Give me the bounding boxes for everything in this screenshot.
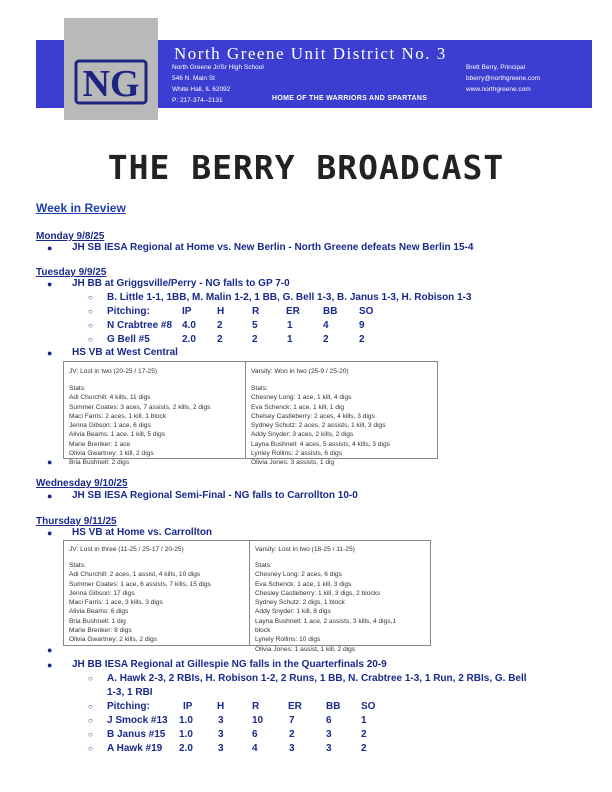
varsity-stat-line: Chelsey Castleberry: 2 aces, 4 kills, 3 digs bbox=[251, 412, 375, 420]
pitch-so: 9 bbox=[359, 320, 365, 331]
jv-stat-line: Alivia Beams: 6 digs bbox=[69, 608, 129, 616]
bullet-icon: ● bbox=[47, 243, 53, 253]
tagline: HOME OF THE WARRIORS AND SPARTANS bbox=[272, 95, 428, 102]
logo-text: NG bbox=[82, 63, 140, 105]
circle-bullet-icon: ○ bbox=[88, 307, 93, 316]
jv-stat-line: Summer Coates: 3 aces, 7 assists, 2 kills, 2 digs bbox=[69, 403, 211, 411]
varsity-stat-line: Olivia Jones: 1 assist, 1 kill, 2 digs bbox=[255, 645, 356, 653]
pitch-header-ip: IP bbox=[183, 701, 193, 712]
pitch-bb: 4 bbox=[323, 320, 329, 331]
circle-bullet-icon: ○ bbox=[88, 702, 93, 711]
jv-stat-line: Jenna Gibson: 1 ace, 6 digs bbox=[69, 422, 151, 430]
varsity-stat-line: Chesney Long: 1 ace, 1 kill, 4 digs bbox=[251, 394, 352, 402]
pitch-header-h: H bbox=[217, 701, 225, 712]
varsity-stat-line: Chesley Castleberry: 1 kill, 3 digs, 2 blocks bbox=[255, 589, 381, 597]
jv-stat-line: Maci Farris: 2 aces, 1 kill, 1 block bbox=[69, 412, 167, 420]
pitch-bb: 3 bbox=[326, 729, 332, 740]
newsletter-title: THE BERRY BROADCAST bbox=[107, 148, 505, 187]
pitch-h: 3 bbox=[218, 729, 224, 740]
pitch-er: 1 bbox=[287, 334, 293, 345]
pitch-label: Pitching: bbox=[107, 306, 150, 317]
thursday-vb-stats-box bbox=[63, 540, 431, 653]
pitch-bb: 2 bbox=[323, 334, 329, 345]
wednesday-item: JH SB IESA Regional Semi-Final - NG falls to Carrollton 10-0 bbox=[72, 490, 358, 501]
jv-stat-line: Olivia Gwartney: 2 kills, 2 digs bbox=[69, 636, 157, 644]
pitch-h: 3 bbox=[218, 743, 224, 754]
varsity-result: Varsity: Won in two (25-9 / 25-20) bbox=[251, 368, 349, 375]
circle-bullet-icon: ○ bbox=[88, 293, 93, 302]
varsity-stat-line: Chesney Long: 2 aces, 6 digs bbox=[255, 571, 342, 579]
jv-result: JV: Lost in three (11-25 / 25-17 / 20-25) bbox=[69, 546, 184, 553]
email-link[interactable]: bberry@northgreene.com bbox=[466, 75, 541, 82]
bullet-icon: ● bbox=[47, 528, 53, 538]
varsity-stat-line: Addy Snyder: 3 aces, 2 kills, 2 digs bbox=[251, 431, 354, 439]
district-logo bbox=[64, 18, 158, 120]
varsity-stat-line: Eva Schenck: 1 ace, 1 kill, 1 dig bbox=[251, 403, 345, 411]
pitch-er: 2 bbox=[289, 729, 295, 740]
varsity-stat-line: Layna Bushnell: 4 aces, 5 assists, 4 kills, 3 digs bbox=[251, 440, 390, 448]
circle-bullet-icon: ○ bbox=[88, 730, 93, 739]
circle-bullet-icon: ○ bbox=[88, 321, 93, 330]
jv-result: JV: Lost in two (20-25 / 17-25) bbox=[69, 368, 158, 375]
thursday-date: Thursday 9/11/25 bbox=[36, 516, 117, 527]
pitch-er: 3 bbox=[289, 743, 295, 754]
pitch-header-ip: IP bbox=[182, 306, 192, 317]
thursday-vb: HS VB at Home vs. Carrollton bbox=[72, 527, 213, 538]
tuesday-vb-stats-box bbox=[63, 361, 438, 467]
pitch-h: 2 bbox=[217, 320, 223, 331]
pitch-bb: 3 bbox=[326, 743, 332, 754]
pitch-r: 10 bbox=[252, 715, 264, 726]
pitch-header-h: H bbox=[217, 306, 225, 317]
jv-stat-line: Jenna Gibson: 17 digs bbox=[69, 589, 135, 597]
thursday-hitting-line1: A. Hawk 2-3, 2 RBIs, H. Robison 1-2, 2 Runs, 1 BB, N. Crabtree 1-3, 1 Run, 2 RBIs, G. Bell bbox=[107, 673, 527, 684]
jv-stat-line: Bria Bushnell: 2 digs bbox=[69, 459, 130, 467]
jv-stats-label: Stats: bbox=[69, 385, 86, 392]
pitcher-name: N Crabtree #8 bbox=[107, 320, 173, 331]
website-link[interactable]: www.northgreene.com bbox=[466, 86, 531, 93]
varsity-stat-line: block bbox=[255, 627, 271, 635]
jv-stat-line: Bria Bushnell: 1 dig bbox=[69, 617, 126, 625]
pitch-so: 2 bbox=[359, 334, 365, 345]
circle-bullet-icon: ○ bbox=[88, 716, 93, 725]
address-line2: White Hall, IL 62092 bbox=[172, 86, 231, 93]
thursday-game: JH BB IESA Regional at Gillespie NG falls in the Quarterfinals 20-9 bbox=[72, 659, 387, 670]
bullet-icon: ● bbox=[47, 660, 53, 670]
jv-stat-line: Adi Churchill: 2 aces, 1 assist, 4 kills, 10 digs bbox=[69, 571, 201, 579]
pitch-r: 6 bbox=[252, 729, 258, 740]
pitch-ip: 2.0 bbox=[182, 334, 196, 345]
jv-stat-line: Alivia Beams: 1 ace, 1 kill, 5 digs bbox=[69, 431, 166, 439]
monday-item: JH SB IESA Regional at Home vs. New Berlin - North Greene defeats New Berlin 15-4 bbox=[72, 242, 474, 253]
pitch-r: 5 bbox=[252, 320, 258, 331]
jv-stats-label: Stats: bbox=[69, 562, 86, 569]
circle-bullet-icon: ○ bbox=[88, 674, 93, 683]
pitcher-name: G Bell #5 bbox=[107, 334, 150, 345]
pitch-ip: 4.0 bbox=[182, 320, 196, 331]
pitch-ip: 1.0 bbox=[179, 729, 193, 740]
pitch-er: 1 bbox=[287, 320, 293, 331]
week-in-review-heading: Week in Review bbox=[36, 201, 126, 215]
wednesday-date: Wednesday 9/10/25 bbox=[36, 478, 128, 489]
varsity-stat-line: Olivia Jones: 3 assists, 1 dig bbox=[251, 459, 335, 467]
pitch-so: 2 bbox=[361, 743, 367, 754]
varsity-stat-line: Lynely Rollins: 10 digs bbox=[255, 636, 321, 644]
circle-bullet-icon: ○ bbox=[88, 744, 93, 753]
address-line1: 546 N. Main St bbox=[172, 75, 215, 82]
bullet-icon: ● bbox=[47, 279, 53, 289]
pitcher-name: J Smock #13 bbox=[107, 715, 168, 726]
tuesday-hitting: B. Little 1-1, 1BB, M. Malin 1-2, 1 BB, G. Bell 1-3, B. Janus 1-3, H. Robison 1-3 bbox=[107, 292, 472, 303]
pitch-ip: 2.0 bbox=[179, 743, 193, 754]
tuesday-game: JH BB at Griggsville/Perry - NG falls to GP 7-0 bbox=[72, 278, 290, 289]
varsity-stat-line: Layna Bushnell: 1 ace, 2 assists, 3 kills, 4 digs,1 bbox=[255, 617, 397, 625]
pitch-so: 1 bbox=[361, 715, 367, 726]
jv-stat-line: Summer Coates: 1 ace, 6 assists, 7 kills, 15 digs bbox=[69, 580, 211, 588]
pitch-ip: 1.0 bbox=[179, 715, 193, 726]
pitcher-name: A Hawk #19 bbox=[107, 743, 163, 754]
pitch-header-so: SO bbox=[359, 306, 374, 317]
bullet-icon: ● bbox=[47, 645, 53, 655]
jv-stat-line: Olivia Gwartney: 1 kill, 2 digs bbox=[69, 450, 154, 458]
pitch-header-bb: BB bbox=[326, 701, 341, 712]
pitch-header-er: ER bbox=[286, 306, 300, 317]
varsity-stat-line: Sydney Schutz: 2 digs, 1 block bbox=[255, 599, 345, 607]
pitch-header-so: SO bbox=[361, 701, 376, 712]
school-name: North Greene Jr/Sr High School bbox=[172, 64, 264, 71]
bullet-icon: ● bbox=[47, 457, 53, 467]
pitch-so: 2 bbox=[361, 729, 367, 740]
pitch-r: 2 bbox=[252, 334, 258, 345]
tuesday-vb: HS VB at West Central bbox=[72, 347, 178, 358]
phone: P: 217-374--2131 bbox=[172, 97, 223, 104]
varsity-stat-line: Sydney Schutz: 2 aces, 2 assists, 1 kill, 3 digs bbox=[251, 422, 386, 430]
pitch-header-bb: BB bbox=[323, 306, 338, 317]
district-name: North Greene Unit District No. 3 bbox=[174, 44, 447, 63]
bullet-icon: ● bbox=[47, 491, 53, 501]
pitch-h: 3 bbox=[218, 715, 224, 726]
jv-stat-line: Maci Farris: 1 ace, 3 kills, 3 digs bbox=[69, 599, 163, 607]
pitch-h: 2 bbox=[217, 334, 223, 345]
monday-date: Monday 9/8/25 bbox=[36, 231, 105, 242]
varsity-stats-label: Stats: bbox=[251, 385, 268, 392]
circle-bullet-icon: ○ bbox=[88, 335, 93, 344]
jv-stat-line: Marie Brenker: 1 ace bbox=[69, 440, 131, 448]
thursday-hitting-line2: 1-3, 1 RBI bbox=[107, 687, 153, 698]
pitch-bb: 6 bbox=[326, 715, 332, 726]
varsity-stat-line: Addy Snyder: 1 kill, 8 digs bbox=[255, 608, 331, 616]
jv-stat-line: Adi Churchill: 4 kills, 11 digs bbox=[69, 394, 151, 402]
varsity-result: Varsity: Lost in two (18-25 / 11-25) bbox=[255, 546, 355, 553]
varsity-stats-label: Stats: bbox=[255, 562, 272, 569]
pitch-r: 4 bbox=[252, 743, 258, 754]
varsity-stat-line: Eva Schenck: 1 ace, 1 kill, 3 digs bbox=[255, 580, 352, 588]
pitch-label: Pitching: bbox=[107, 701, 150, 712]
ng-logo-icon bbox=[66, 56, 156, 108]
pitch-header-r: R bbox=[252, 701, 260, 712]
pitch-header-er: ER bbox=[288, 701, 302, 712]
pitch-header-r: R bbox=[252, 306, 260, 317]
tuesday-date: Tuesday 9/9/25 bbox=[36, 267, 107, 278]
bullet-icon: ● bbox=[47, 348, 53, 358]
pitcher-name: B Janus #15 bbox=[107, 729, 166, 740]
varsity-stat-line: Lynley Rollins: 2 assists, 6 digs bbox=[251, 450, 343, 458]
pitch-er: 7 bbox=[289, 715, 295, 726]
principal: Brett Berry, Principal bbox=[466, 64, 526, 71]
jv-stat-line: Marie Brenker: 8 digs bbox=[69, 627, 132, 635]
